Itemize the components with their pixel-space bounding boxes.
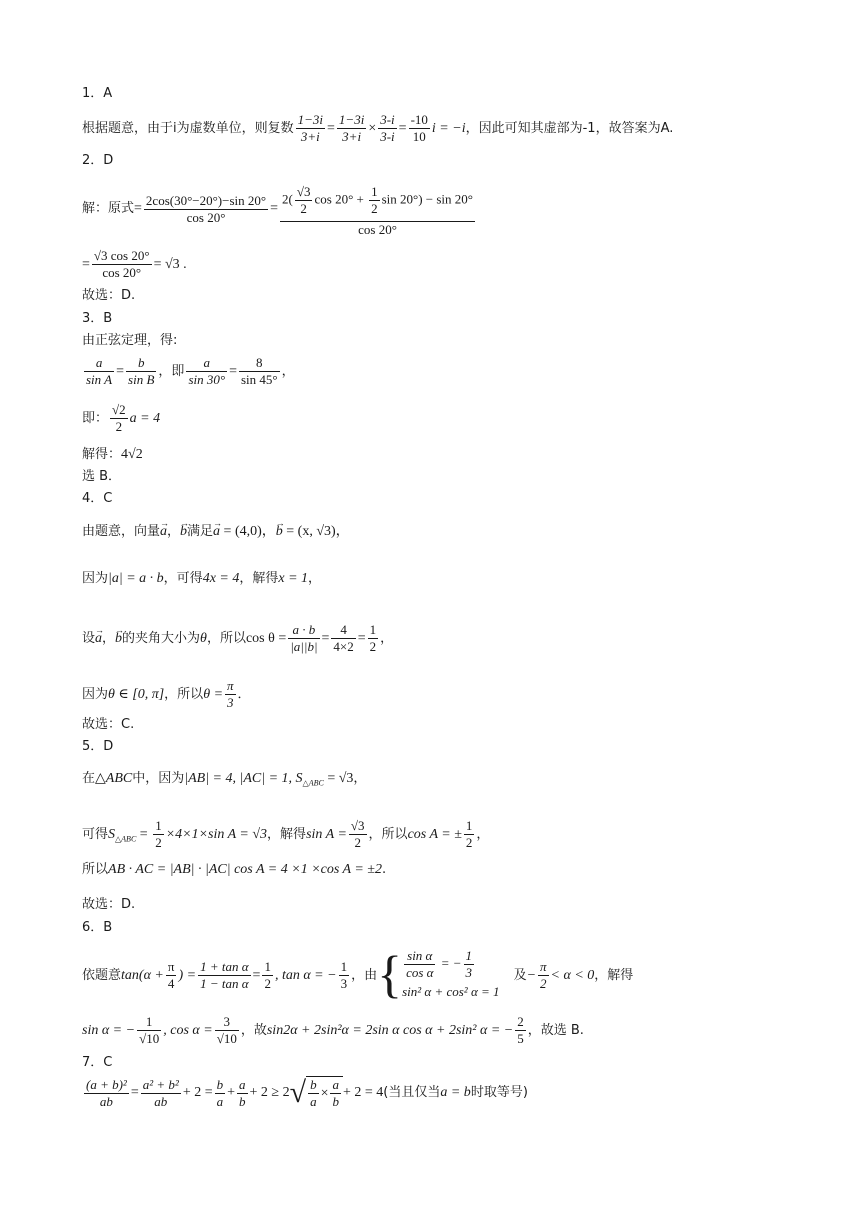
- fraction: $\frac{\pi}{4}$: [167, 959, 175, 991]
- answer-1-label: 1．A: [82, 86, 113, 101]
- fraction: $\frac{\text{1 + tan α}}{\text{1 − tan α}}$: [200, 959, 249, 991]
- answer-2-result: = $\frac{√3 \cos 20^\circ}{\cos 20^\circ}$ = √3 .: [82, 248, 187, 280]
- answer-5-choice: 故选：D.: [82, 897, 136, 912]
- answer-4-angle: 设→ a，→ b的夹角大小为θ，所以cos θ = $\frac{a \cdot b}{|a||b|}$ = $\frac{4}{4\times 2}$ = $\frac{1}{2}$ ，: [82, 622, 393, 655]
- fraction: $\frac{b}{\text{sin B}}$: [128, 355, 155, 387]
- answer-4-label: 4．C: [82, 491, 113, 506]
- answer-3-equation: 即： $\frac{√2}{2}$ a = 4: [82, 402, 161, 434]
- answer-3-intro: 由正弦定理，得:: [82, 333, 178, 348]
- fraction: $\frac{\pi}{3}$: [227, 678, 234, 710]
- fraction: $\frac{a}{\sin 30^\circ}$: [188, 355, 226, 387]
- answer-2-solution: 解：原式= $\frac{2\cos(30^\circ-20^\circ)-\sin 20^\circ}{\cos 20^\circ}$ = 2( $\frac{√3}{2}$ cos 20° + $\frac{1}{2}$ sin 20°) − sin 20° cos 20°: [82, 180, 477, 238]
- answer-6-label: 6．B: [82, 920, 113, 935]
- answer-2-label: 2．D: [82, 153, 114, 168]
- fraction: $\frac{1}{2}$: [369, 622, 377, 654]
- fraction: $\frac{1}{3}$: [340, 959, 348, 991]
- fraction: $\frac{b}{a}$: [216, 1076, 224, 1109]
- fraction: $\frac{√3}{2}$: [350, 818, 365, 850]
- fraction: $\frac{2\cos(30^\circ-20^\circ)-\sin 20^\circ}{\cos 20^\circ}$: [145, 192, 267, 225]
- fraction: $\frac{\pi}{2}$: [540, 959, 547, 991]
- sqrt-sign: √: [289, 1076, 307, 1109]
- fraction: $\frac{a}{\text{sin A}}$: [86, 355, 113, 387]
- answer-4-theta: 因为θ ∈ [0, π]，所以θ = $\frac{\pi}{3}$ ．: [82, 678, 251, 710]
- fraction: $\frac{1}{2}$: [264, 959, 271, 991]
- fraction: $\frac{1}{√10}$: [139, 1014, 160, 1046]
- fraction: $\frac{a \cdot b}{|a||b|}$: [290, 622, 318, 654]
- fraction: $\frac{√2}{2}$: [112, 402, 126, 434]
- answer-1-solution: 根据题意，由于i为虚数单位，则复数 $\frac{1-3i}{3+i}$ = $\frac{1-3i}{3+i}$ × $\frac{3-i}{3-i}$ = $\frac{-10}{10}$ i = −i，因此可知其虚部为-1，故答案为A.: [82, 112, 674, 144]
- fraction: $\frac{3-i}{3-i}$: [380, 112, 395, 144]
- answer-4-vectors: 由题意，向量→ a，→ b满足→ a = (4,0)，→ b = (x, √3)，: [82, 523, 350, 541]
- answer-5-dot-product: 所以AB · AC = |AB| · |AC| cos A = 4 ×1 ×cos A = ±2.: [82, 862, 387, 877]
- answer-3-choice: 选 B．: [82, 469, 122, 484]
- fraction: $\frac{\text{(a + b)²}}{ab}$: [86, 1076, 127, 1109]
- fraction: $\frac{1}{2}$: [465, 818, 473, 850]
- fraction: $\frac{8}{\sin 45^\circ}$: [240, 355, 278, 387]
- fraction: $\frac{\text{a² + b²}}{ab}$: [142, 1076, 179, 1109]
- fraction: $\frac{a}{b}$: [239, 1076, 246, 1109]
- answer-3-sine-law: $\frac{a}{\text{sin A}}$ = $\frac{b}{\text{sin B}}$ ，即 $\frac{a}{\sin 30^\circ}$ = $\frac{8}{\sin 45^\circ}$ ，: [86, 355, 295, 387]
- answer-4-solve-x: 因为|a| = a · b，可得4x = 4，解得x = 1，: [82, 571, 322, 586]
- answer-7-label: 7．C: [82, 1055, 113, 1070]
- answer-3-label: 3．B: [82, 311, 113, 326]
- fraction: $\frac{3}{√10}$: [216, 1014, 237, 1046]
- fraction: $\frac{1}{2}$: [155, 818, 162, 850]
- fraction: $\frac{4}{4\times 2}$: [333, 622, 354, 654]
- answer-6-result: sin α = − $\frac{1}{√10}$ , cos α = $\frac{3}{√10}$ ，故sin2α + 2sin²α = 2sin α cos α + 2sin² α = − $\frac{2}{5}$ ，故选 B.: [82, 1014, 584, 1046]
- answer-3-result: 解得：4√2: [82, 447, 143, 462]
- brace: {: [377, 946, 403, 1004]
- fraction: 2( $\frac{√3}{2}$ cos 20° + $\frac{1}{2}$ sin 20°) − sin 20° cos 20°: [280, 180, 475, 238]
- answer-5-area: 可得$S_{\triangle ABC}$ = $\frac{1}{2}$ ×4×1×sin A = √3，解得sin A = $\frac{√3}{2}$ ，所以cos A = ± $\frac{1}{2}$ ，: [82, 818, 490, 850]
- answer-7-inequality: $\frac{\text{(a + b)²}}{ab}$ = $\frac{\text{a² + b²}}{ab}$ + 2 = $\frac{b}{a}$ + $\frac{a}{b}$ + 2 ≥ 2√ $\frac{b}{a}$ × $\frac{a}{b}$ + 2 = 4(当且仅当a = b时取等号): [86, 1076, 528, 1109]
- answer-6-tan: 依题意tan(α + $\frac{\pi}{4}$ ) = $\frac{\text{1 + tan α}}{\text{1 − tan α}}$ = $\frac{1}{2}$ , tan α = − $\frac{1}{3}$ ，由{ $\frac{\text{sin α}}{\text{cos α}}$ = − $\frac{1}{3}$ sin² α + cos² α = 1 及− $\frac{\pi}{2}$ < α < 0，解得: [82, 946, 634, 1004]
- fraction: $\frac{1-3i}{3+i}$: [338, 112, 365, 144]
- answer-2-choice: 故选：D.: [82, 288, 136, 303]
- answer-5-label: 5．D: [82, 739, 114, 754]
- answer-4-choice: 故选：C.: [82, 717, 135, 732]
- equation-system: $\frac{\text{sin α}}{\text{cos α}}$ = − $\frac{1}{3}$ sin² α + cos² α = 1: [402, 948, 500, 999]
- fraction: $\frac{2}{5}$: [517, 1014, 524, 1046]
- answer-5-given: 在△ABC中，因为|AB| = 4, |AC| = 1, $S_{\triangle ABC} = √3$，: [82, 771, 367, 788]
- fraction: $\frac{1-3i}{3+i}$: [297, 112, 324, 144]
- fraction: $\frac{√3 \cos 20^\circ}{\cos 20^\circ}$: [93, 248, 150, 280]
- fraction: $\frac{-10}{10}$: [410, 112, 428, 144]
